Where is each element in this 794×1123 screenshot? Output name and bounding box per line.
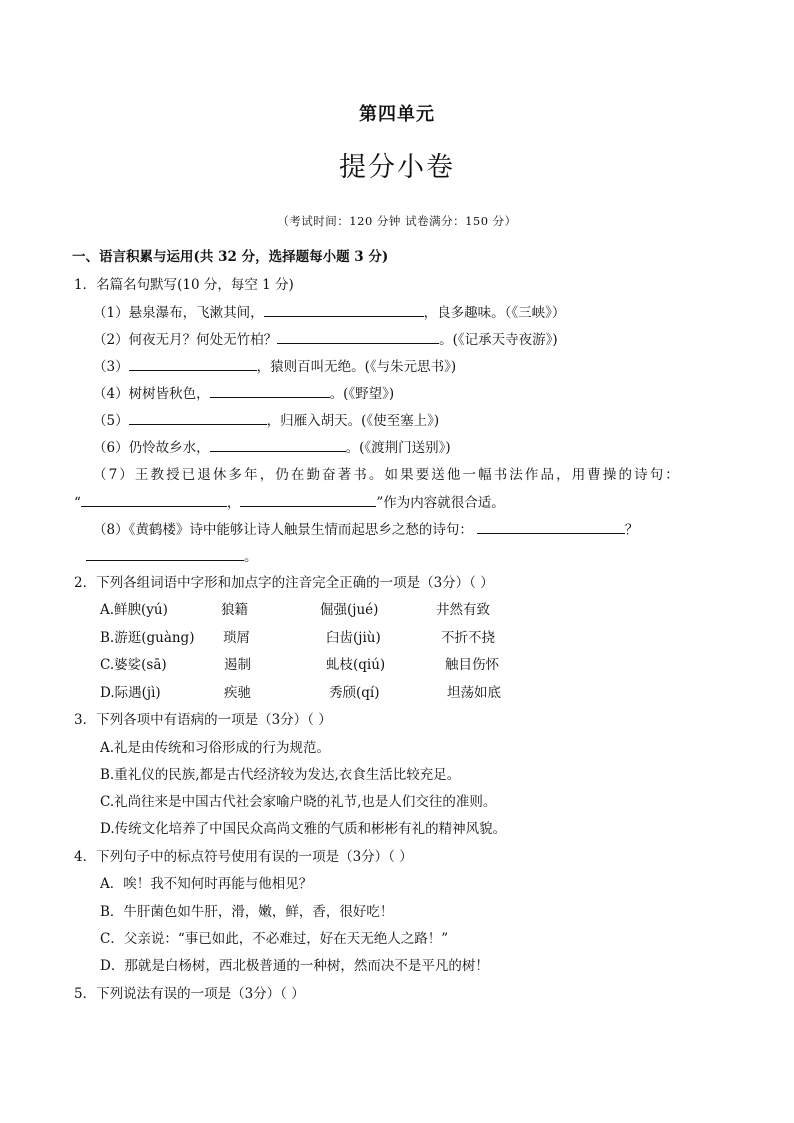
q3-option-a: A.礼是由传统和习俗形成的行为规范。 bbox=[100, 740, 331, 756]
q1-item-3: （3） ，猿则百叫无绝。(《与朱元思书》) bbox=[93, 359, 457, 375]
q2-option-c-c4: 触目伤怀 bbox=[445, 657, 499, 673]
answer-blank[interactable] bbox=[129, 357, 257, 371]
q2-option-c-c3: 虬枝(qiú) bbox=[326, 657, 386, 673]
q2-option-a-c4: 井然有致 bbox=[436, 602, 490, 618]
answer-blank[interactable] bbox=[210, 384, 330, 398]
unit-heading: 第四单元 bbox=[359, 104, 435, 125]
q2-option-b-c2: 琐屑 bbox=[223, 630, 250, 646]
q1-item-7-line2: “ ， ”作为内容就很合适。 bbox=[74, 495, 505, 511]
q1-item-1: （1）悬泉瀑布，飞漱其间， ，良多趣味。（《三峡》） bbox=[93, 305, 566, 321]
q4-stem: 4．下列句子中的标点符号使用有误的一项是（3分）（ ） bbox=[74, 849, 413, 865]
q2-option-d-c4: 坦荡如底 bbox=[447, 685, 501, 701]
q2-option-b-c4: 不折不挠 bbox=[441, 630, 495, 646]
exam-info: （考试时间：120 分钟 试卷满分：150 分） bbox=[277, 214, 517, 228]
q2-option-c-c2: 遏制 bbox=[224, 657, 251, 673]
answer-blank[interactable] bbox=[86, 547, 244, 561]
q1-stem: 1．名篇名句默写(10 分，每空 1 分) bbox=[74, 277, 294, 293]
q3-stem: 3．下列各项中有语病的一项是（3分）（ ） bbox=[74, 712, 332, 728]
q3-option-c: C.礼尚往来是中国古代社会家喻户晓的礼节,也是人们交往的准则。 bbox=[100, 794, 497, 810]
answer-blank[interactable] bbox=[210, 438, 346, 452]
q1-item-8: （8）《黄鹤楼》诗中能够让诗人触景生情而起思乡之愁的诗句： ？ bbox=[93, 522, 639, 538]
q3-option-d: D.传统文化培养了中国民众高尚文雅的气质和彬彬有礼的精神风貌。 bbox=[100, 821, 507, 837]
q5-stem: 5．下列说法有误的一项是（3分）（ ） bbox=[74, 986, 305, 1002]
q2-option-d-c1: D.际遇(jì) bbox=[100, 685, 161, 701]
answer-blank[interactable] bbox=[477, 520, 625, 534]
q1-item-6: （6）仍怜故乡水， 。(《渡荆门送别》) bbox=[93, 440, 451, 456]
q2-option-b-c1: B.游逛(guàng) bbox=[100, 630, 195, 646]
answer-blank[interactable] bbox=[240, 493, 376, 507]
answer-blank[interactable] bbox=[277, 330, 439, 344]
q2-stem: 2．下列各组词语中字形和加点字的注音完全正确的一项是（3分）（ ） bbox=[74, 575, 494, 591]
q1-item-7-line1: （7）王教授已退休多年，仍在勤奋著书。如果要送他一幅书法作品，用曹操的诗句： bbox=[93, 467, 681, 483]
q2-option-a-c3: 倔强(jué) bbox=[320, 602, 379, 618]
q4-option-a: A．唉！我不知何时再能与他相见？ bbox=[100, 876, 313, 892]
q1-item-5: （5） ，归雁入胡天。(《使至塞上》) bbox=[93, 413, 440, 429]
answer-blank[interactable] bbox=[264, 303, 424, 317]
page-title: 提分小卷 bbox=[339, 152, 455, 183]
q2-option-b-c3: 臼齿(jiù) bbox=[326, 630, 381, 646]
q4-option-c: C．父亲说：“事已如此，不必难过，好在天无绝人之路！” bbox=[100, 931, 449, 947]
q3-option-b: B.重礼仪的民族,都是古代经济较为发达,衣食生活比较充足。 bbox=[100, 767, 461, 783]
q2-option-a-c1: A.鲜腴(yú) bbox=[100, 602, 168, 618]
q4-option-d: D．那就是白杨树，西北极普通的一种树，然而决不是平凡的树！ bbox=[100, 958, 489, 974]
q2-option-d-c3: 秀颀(qí) bbox=[329, 685, 380, 701]
q2-option-d-c2: 疾驰 bbox=[224, 685, 251, 701]
q2-option-a-c2: 狼籍 bbox=[221, 602, 248, 618]
q4-option-b: B．牛肝菌色如牛肝，滑，嫩，鲜，香，很好吃！ bbox=[100, 904, 394, 920]
q1-item-2: （2）何夜无月？何处无竹柏？ 。(《记承天寺夜游》) bbox=[93, 332, 558, 348]
q2-option-c-c1: C.婆娑(sā) bbox=[100, 657, 167, 673]
q1-item-8-line2: 。 bbox=[86, 547, 258, 566]
section-heading: 一、语言积累与运用(共 32 分，选择题每小题 3 分) bbox=[72, 249, 389, 265]
answer-blank[interactable] bbox=[129, 411, 267, 425]
q1-item-4: （4）树树皆秋色， 。(《野望》) bbox=[93, 386, 395, 402]
answer-blank[interactable] bbox=[81, 493, 227, 507]
